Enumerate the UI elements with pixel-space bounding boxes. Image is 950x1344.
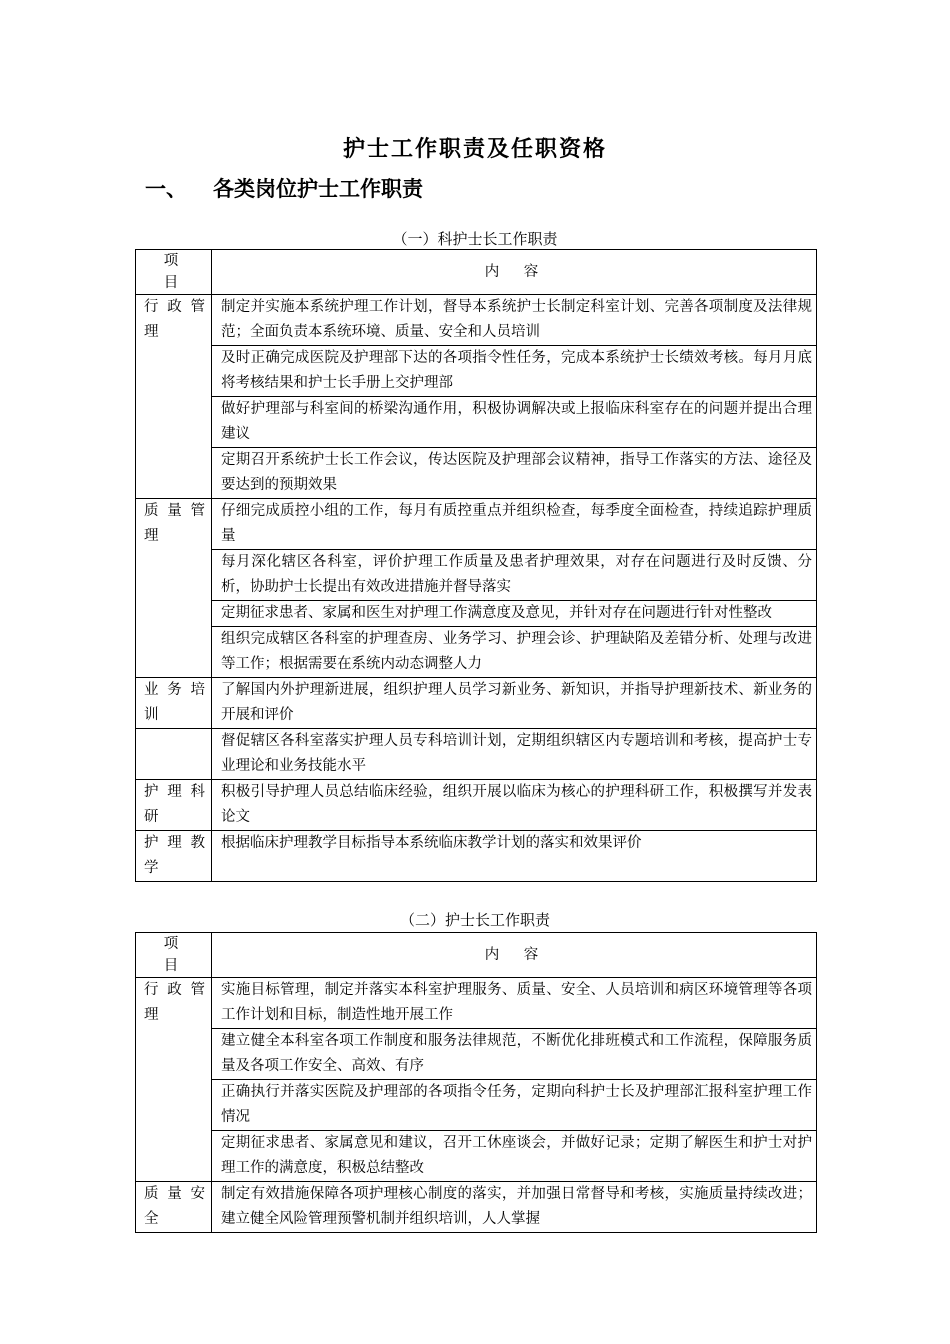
category-cell: 护理科研	[136, 780, 212, 831]
table-row	[136, 346, 817, 397]
category-cell: 质量管理	[136, 499, 212, 678]
table-header-row	[136, 933, 817, 978]
duty-cell: 仔细完成质控小组的工作，每月有质控重点并组织检查，每季度全面检查，持续追踪护理质量	[212, 499, 817, 550]
duty-cell: 每月深化辖区各科室，评价护理工作质量及患者护理效果，对存在问题进行及时反馈、分析，协助护士长提出有效改进措施并督导落实	[212, 550, 817, 601]
header-item: 项 目	[136, 250, 212, 295]
table-row	[136, 978, 817, 1029]
table-row	[136, 1182, 817, 1233]
duty-cell: 定期征求患者、家属和医生对护理工作满意度及意见，并针对存在问题进行针对性整改	[212, 601, 817, 627]
table-header-row	[136, 250, 817, 295]
table-row	[136, 627, 817, 678]
duty-cell: 实施目标管理，制定并落实本科室护理服务、质量、安全、人员培训和病区环境管理等各项工作计划和目标，制造性地开展工作	[212, 978, 817, 1029]
table-row	[136, 780, 817, 831]
duty-table-2	[135, 932, 817, 1233]
table-row	[136, 1029, 817, 1080]
duty-cell: 根据临床护理教学目标指导本系统临床教学计划的落实和效果评价	[212, 831, 817, 882]
category-cell: 护理教学	[136, 831, 212, 882]
table-row	[136, 1080, 817, 1131]
category-cell: 质量安全	[136, 1182, 212, 1233]
duty-cell: 组织完成辖区各科室的护理查房、业务学习、护理会诊、护理缺陷及差错分析、处理与改进等工作；根据需要在系统内动态调整人力	[212, 627, 817, 678]
section-number: 一、	[145, 176, 187, 201]
table-row	[136, 499, 817, 550]
category-cell	[136, 729, 212, 780]
table-row	[136, 448, 817, 499]
section-title: 各类岗位护士工作职责	[213, 176, 423, 201]
table-row	[136, 601, 817, 627]
duty-cell: 制定有效措施保障各项护理核心制度的落实，并加强日常督导和考核，实施质量持续改进；建立健全风险管理预警机制并组织培训，人人掌握	[212, 1182, 817, 1233]
duty-cell: 正确执行并落实医院及护理部的各项指令任务，定期向科护士长及护理部汇报科室护理工作情况	[212, 1080, 817, 1131]
duty-cell: 了解国内外护理新进展，组织护理人员学习新业务、新知识，并指导护理新技术、新业务的开展和评价	[212, 678, 817, 729]
table-row	[136, 831, 817, 882]
category-cell: 行政管理	[136, 978, 212, 1182]
header-content: 内 容	[212, 933, 817, 978]
duty-cell: 积极引导护理人员总结临床经验，组织开展以临床为核心的护理科研工作，积极撰写并发表论文	[212, 780, 817, 831]
duty-cell: 及时正确完成医院及护理部下达的各项指令性任务，完成本系统护士长绩效考核。每月月底将考核结果和护士长手册上交护理部	[212, 346, 817, 397]
category-cell: 业务培训	[136, 678, 212, 729]
duty-cell: 督促辖区各科室落实护理人员专科培训计划，定期组织辖区内专题培训和考核，提高护士专业理论和业务技能水平	[212, 729, 817, 780]
header-content: 内 容	[212, 250, 817, 295]
table-1-caption: （一）科护士长工作职责	[392, 230, 558, 248]
table-row	[136, 729, 817, 780]
duty-cell: 制定并实施本系统护理工作计划，督导本系统护士长制定科室计划、完善各项制度及法律规范；全面负责本系统环境、质量、安全和人员培训	[212, 295, 817, 346]
header-item: 项 目	[136, 933, 212, 978]
table-row	[136, 295, 817, 346]
document-title: 护士工作职责及任职资格	[342, 136, 607, 162]
section-heading	[145, 173, 423, 203]
table-row	[136, 1131, 817, 1182]
category-cell: 行政管理	[136, 295, 212, 499]
table-2-caption: （二）护士长工作职责	[399, 911, 550, 929]
duty-cell: 定期征求患者、家属意见和建议，召开工休座谈会，并做好记录；定期了解医生和护士对护理工作的满意度，积极总结整改	[212, 1131, 817, 1182]
duty-table-1	[135, 249, 817, 882]
table-row	[136, 550, 817, 601]
duty-cell: 定期召开系统护士长工作会议，传达医院及护理部会议精神，指导工作落实的方法、途径及要达到的预期效果	[212, 448, 817, 499]
duty-cell: 做好护理部与科室间的桥梁沟通作用，积极协调解决或上报临床科室存在的问题并提出合理建议	[212, 397, 817, 448]
duty-cell: 建立健全本科室各项工作制度和服务法律规范，不断优化排班模式和工作流程，保障服务质量及各项工作安全、高效、有序	[212, 1029, 817, 1080]
table-row	[136, 397, 817, 448]
table-row	[136, 678, 817, 729]
